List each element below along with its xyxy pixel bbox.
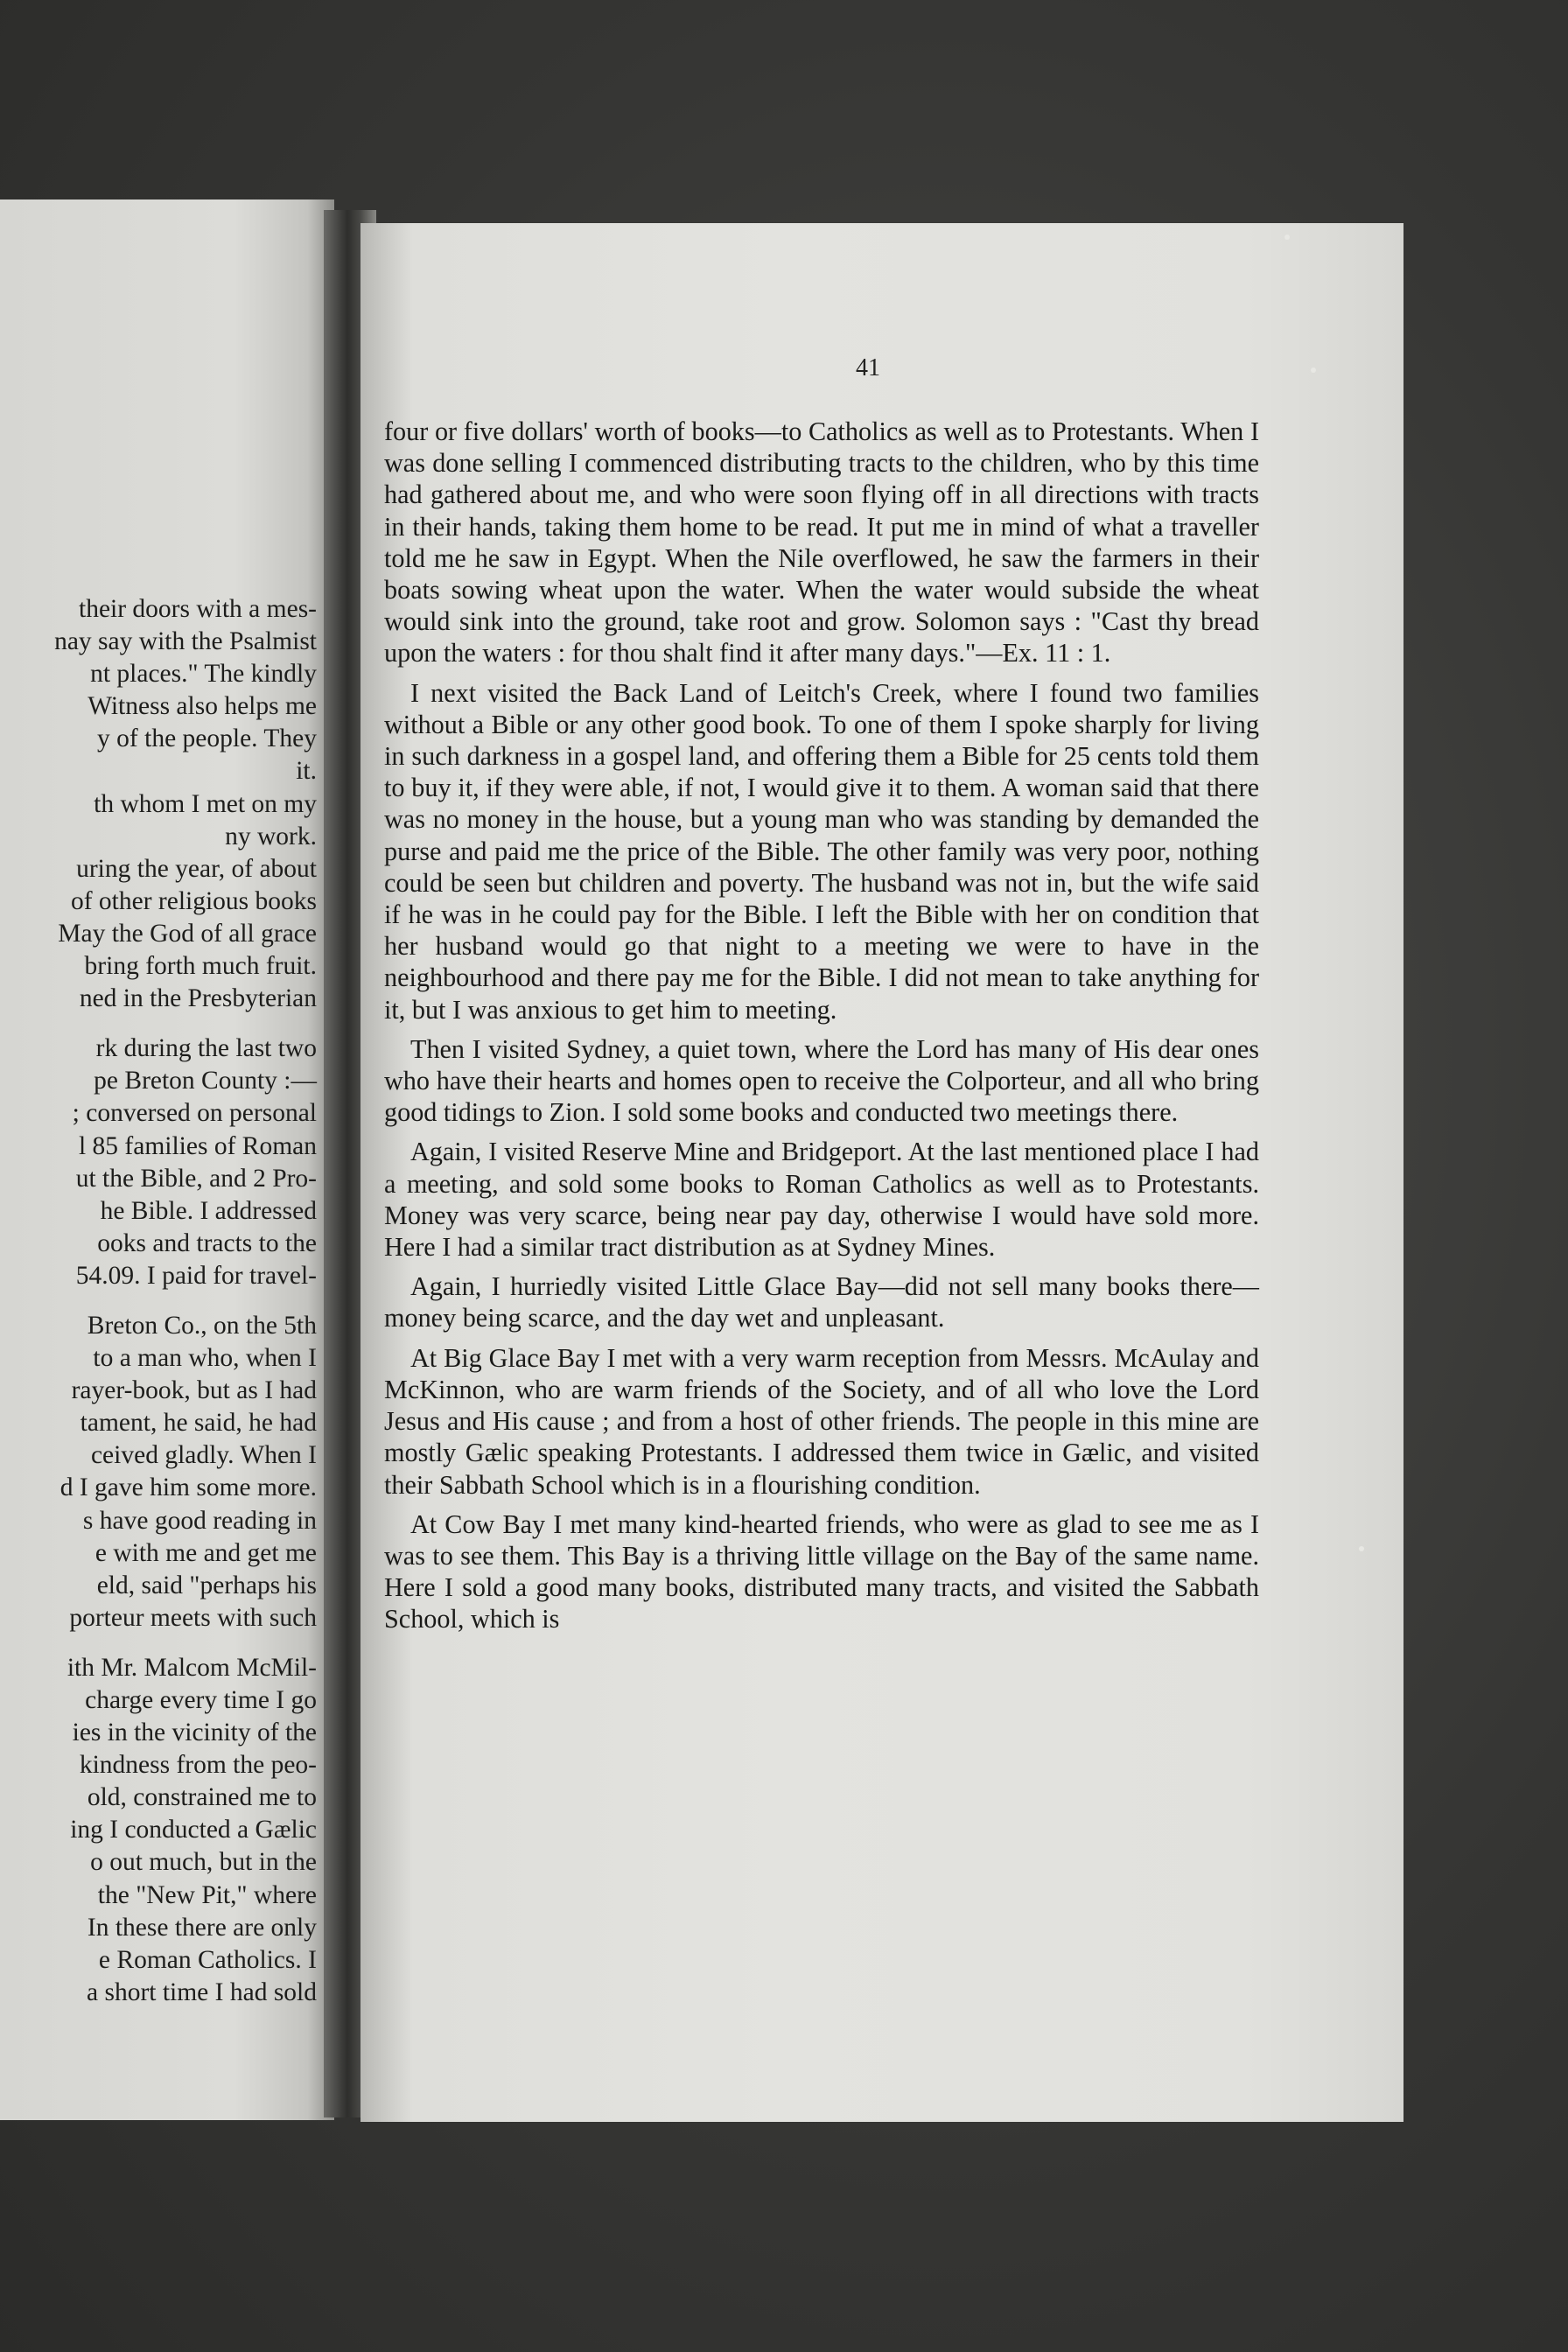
left-page-line: of other religious books bbox=[70, 886, 317, 915]
paragraph-5: Again, I hurriedly visited Little Glace Bay—did not sell many books there—money being scarce, and the day wet and unpleasant. bbox=[384, 1271, 1259, 1334]
left-page-line: ing I conducted a Gælic bbox=[70, 1816, 317, 1844]
left-page-line: a short time I had sold bbox=[87, 1978, 317, 2006]
left-page-line: ned in the Presbyterian bbox=[79, 984, 317, 1013]
left-page-line: rayer-book, but as I had bbox=[71, 1376, 317, 1405]
film-speck bbox=[1359, 1546, 1364, 1551]
paragraph-3: Then I visited Sydney, a quiet town, where the Lord has many of His dear ones who have their hearts and homes open to receive the Colporteur, and all who bring good tidings to Zion. I sold some books and conducted two meetings there. bbox=[384, 1033, 1259, 1128]
left-page-line: l 85 families of Roman bbox=[78, 1131, 317, 1160]
page-number: 41 bbox=[856, 354, 880, 382]
paragraph-7: At Cow Bay I met many kind-hearted friends, who were as glad to see me as I was to see them. This Bay is a thriving little village on the Bay of the same name. Here I sold a good many books, distributed many tracts, and visited the Sabbath School, which is bbox=[384, 1508, 1259, 1634]
left-page-line: charge every time I go bbox=[85, 1686, 317, 1714]
paragraph-6: At Big Glace Bay I met with a very warm reception from Messrs. McAulay and McKinnon, who are warm friends of the Society, and of all who love the Lord Jesus and His cause ; and from a host of other friends. The people in this mine are mostly Gælic speaking Protestants. I addressed them twice in Gælic, and visited their Sabbath School which is in a flourishing condition. bbox=[384, 1342, 1259, 1500]
left-page-line: ith Mr. Malcom McMil- bbox=[66, 1653, 317, 1682]
left-page-line: porteur meets with such bbox=[69, 1603, 317, 1632]
left-page-line: d I gave him some more. bbox=[60, 1474, 317, 1502]
left-page-line: May the God of all grace bbox=[58, 919, 317, 948]
left-page-line: ies in the vicinity of the bbox=[72, 1718, 317, 1747]
left-page-line: In these there are only bbox=[87, 1913, 317, 1942]
left-page-line: th whom I met on my bbox=[94, 789, 317, 818]
left-page-line: ; conversed on personal bbox=[72, 1099, 317, 1128]
left-page-line: y of the people. They bbox=[97, 724, 317, 753]
left-page-line: e Roman Catholics. I bbox=[98, 1945, 317, 1974]
right-page bbox=[360, 223, 1404, 2122]
left-page-line: eld, said "perhaps his bbox=[96, 1571, 317, 1600]
page-body-text bbox=[384, 416, 1259, 1643]
left-page-line: old, constrained me to bbox=[87, 1783, 317, 1812]
film-speck bbox=[1284, 234, 1290, 240]
left-page-line: ny work. bbox=[225, 822, 317, 850]
left-page-line: tament, he said, he had bbox=[80, 1409, 317, 1438]
left-page-line: it. bbox=[296, 757, 317, 786]
paragraph-2: I next visited the Back Land of Leitch's Creek, where I found two families without a Bible or any other good book. To one of them I spoke sharply for living in such darkness in a gospel land, and offering them a Bible for 25 cents told them to buy it, if they were able, if not, I would give it to them. A woman said that there was no money in the house, but a young man who was standing by demanded the purse and paid me the price of the Bible. The other family was very poor, nothing could be seen but children and poverty. The husband was not in, but the wife said if he was in he could pay for the Bible. I left the Bible with her on condition that her husband would go that night to a meeting we were to have in the neighbourhood and there pay me for the Bible. I did not mean to take anything for it, but I was anxious to get him to meeting. bbox=[384, 677, 1259, 1025]
left-page-line: he Bible. I addressed bbox=[100, 1196, 317, 1225]
left-page-line: Witness also helps me bbox=[88, 692, 317, 721]
paragraph-1: four or five dollars' worth of books—to Catholics as well as to Protestants. When I was done selling I commenced distributing tracts to the children, who by this time had gathered about me, and who were soon flying off in all directions with tracts in their hands, taking them home to be read. It put me in mind of what a traveller told me he saw in Egypt. When the Nile overflowed, he saw the farmers in their boats sowing wheat upon the water. When the water would subside the wheat would sink into the ground, take root and grow. Solomon says : "Cast thy bread upon the waters : for thou shalt find it after many days."—Ex. 11 : 1. bbox=[384, 416, 1259, 668]
left-page-line: ooks and tracts to the bbox=[97, 1228, 317, 1257]
left-page-line: uring the year, of about bbox=[76, 854, 317, 883]
left-page-line: to a man who, when I bbox=[93, 1344, 317, 1373]
left-page-line: kindness from the peo- bbox=[79, 1751, 317, 1780]
left-page-line: pe Breton County :— bbox=[94, 1067, 317, 1096]
left-page-line: rk during the last two bbox=[95, 1034, 317, 1063]
left-page-line: ceived gladly. When I bbox=[90, 1441, 317, 1470]
left-page-line: Breton Co., on the 5th bbox=[87, 1311, 317, 1340]
left-page-line: o out much, but in the bbox=[90, 1848, 317, 1877]
film-speck bbox=[1311, 368, 1316, 373]
left-page-paragraph-gap bbox=[0, 1015, 317, 1032]
paragraph-4: Again, I visited Reserve Mine and Bridgeport. At the last mentioned place I had a meeting, and sold some books to Roman Catholics as well as to Protestants. Money was very scarce, being near pay day, otherwise I would have sold more. Here I had a similar tract distribution as at Sydney Mines. bbox=[384, 1137, 1259, 1263]
left-page-line: ut the Bible, and 2 Pro- bbox=[75, 1164, 317, 1193]
left-page-line: their doors with a mes- bbox=[79, 595, 317, 623]
left-page-line: bring forth much fruit. bbox=[84, 952, 317, 981]
left-page-text-column bbox=[0, 593, 317, 2009]
left-page-line: nay say with the Psalmist bbox=[54, 627, 317, 656]
left-page-fragment bbox=[0, 200, 334, 2120]
left-page-line: 54.09. I paid for travel- bbox=[75, 1261, 317, 1290]
left-page-paragraph-gap bbox=[0, 1292, 317, 1310]
left-page-line: nt places." The kindly bbox=[90, 660, 317, 689]
left-page-paragraph-gap bbox=[0, 1634, 317, 1652]
left-page-line: e with me and get me bbox=[94, 1538, 317, 1567]
left-page-line: the "New Pit," where bbox=[97, 1880, 317, 1909]
left-page-line: s have good reading in bbox=[82, 1506, 317, 1535]
